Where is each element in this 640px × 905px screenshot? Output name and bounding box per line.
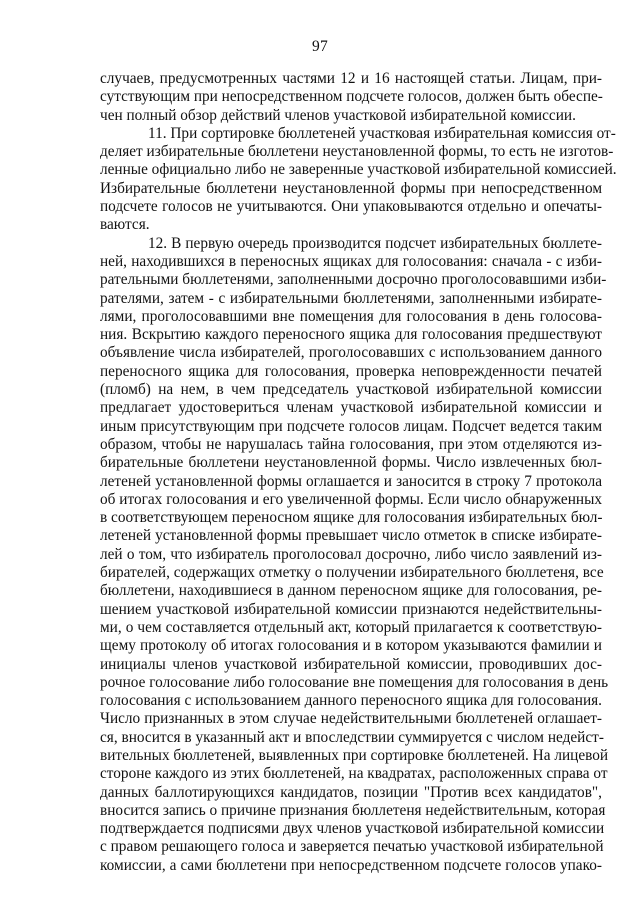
text-line: иным присутствующим при подсчете голосов лицам. Подсчет ведется таким <box>100 417 602 435</box>
text-line: переносного ящика для голосования, проверка неповрежденности печатей <box>100 362 602 380</box>
text-line: ваются. <box>100 216 150 234</box>
text-line: лями, проголосовавшими вне помещения для голосования в день голосова- <box>100 307 602 325</box>
text-line: данных баллотирующихся кандидатов, позиции "Против всех кандидатов", <box>100 783 602 801</box>
text-line: вносится запись о причине признания бюллетеня недействительным, которая <box>100 801 606 819</box>
paragraph <box>100 124 617 235</box>
text-line: щему протоколу об итогах голосования и в котором указываются фамилии и <box>100 637 602 655</box>
text-line: вительных бюллетеней, выявленных при сортировке бюллетеней. На лицевой <box>100 746 609 764</box>
text-line: лей о том, что избиратель проголосовал досрочно, либо число заявлений из- <box>100 545 602 563</box>
text-line: ния. Вскрытию каждого переносного ящика для голосования предшествуют <box>100 326 602 344</box>
text-line: Число признанных в этом случае недействительными бюллетеней оглашает- <box>100 710 602 728</box>
text-line: с правом решающего голоса и заверяется печатью участковой избирательной <box>100 838 604 856</box>
page-number: 97 <box>311 38 329 55</box>
text-line: Избирательные бюллетени неустановленной формы при непосредственном <box>100 179 602 197</box>
text-line: в соответствующем переносном ящике для голосования избирательных бюл- <box>100 509 603 527</box>
text-line: чен полный обзор действий членов участковой избирательной комиссии. <box>100 106 576 124</box>
text-line: комиссии, а сами бюллетени при непосредственном подсчете голосов упако- <box>100 856 602 874</box>
text-line: ся, вносится в указанный акт и впоследствии суммируется с числом недейст- <box>100 728 604 746</box>
text-line: (пломб) на нем, в чем председатель участковой избирательной комиссии <box>100 381 602 399</box>
text-line: сутствующим при непосредственном подсчете голосов, должен быть обеспе- <box>100 88 603 106</box>
text-line: об итогах голосования и его увеличенной формы. Если число обнаруженных <box>100 490 602 508</box>
text-line: объявление числа избирателей, проголосовавших с использованием данного <box>100 344 602 362</box>
text-line: стороне каждого из этих бюллетеней, на квадратах, расположенных справа от <box>100 765 608 783</box>
text-line: подсчете голосов не учитываются. Они упаковываются отдельно и опечаты- <box>100 198 602 216</box>
text-line: рочное голосование либо голосование вне помещения для голосования в день <box>100 673 609 691</box>
text-line: бирателей, содержащих отметку о получении избирательного бюллетеня, все <box>100 564 604 582</box>
text-line: случаев, предусмотренных частями 12 и 16 настоящей статьи. Лицам, при- <box>100 70 602 87</box>
text-line: бирательные бюллетени неустановленной формы. Число извлеченных бюл- <box>100 454 602 472</box>
text-line: ленные официально либо не заверенные участковой избирательной комиссией. <box>100 161 617 179</box>
text-line: деляет избирательные бюллетени неустановленной формы, то есть не изготов- <box>100 143 614 161</box>
text-line: ней, находившихся в переносных ящиках для голосования: сначала - с изби- <box>100 252 602 270</box>
text-line: 12. В первую очередь производится подсчет избирательных бюллете- <box>148 234 602 252</box>
text-line: образом, чтобы не нарушалась тайна голосования, при этом отделяются из- <box>100 435 602 453</box>
paragraph <box>100 234 609 875</box>
text-line: летеней установленной формы превышает число отметок в списке избирате- <box>100 527 602 545</box>
text-line: бюллетени, находившиеся в данном переносном ящике для голосования, ре- <box>100 582 602 600</box>
text-line: шением участковой избирательной комиссии признаются недействительны- <box>100 600 602 618</box>
text-line: рательными бюллетенями, заполненными досрочно проголосовавшими изби- <box>100 271 607 289</box>
text-line: предлагает удостовериться членам участковой избирательной комиссии и <box>100 399 602 417</box>
text-line: голосования с использованием данного переносного ящика для голосования. <box>100 692 602 710</box>
text-line: рателями, затем - с избирательными бюллетенями, заполненными избирате- <box>100 289 602 307</box>
paragraph <box>100 70 602 125</box>
text-line: летеней установленной формы оглашается и заносится в строку 7 протокола <box>100 472 602 490</box>
text-line: инициалы членов участковой избирательной комиссии, проводивших дос- <box>100 655 602 673</box>
document-body <box>100 70 617 875</box>
text-line: подтверждается подписями двух членов участковой избирательной комиссии <box>100 820 605 838</box>
text-line: ми, о чем составляется отдельный акт, который прилагается к соответствую- <box>100 618 602 636</box>
text-line: 11. При сортировке бюллетеней участковая избирательная комиссия от- <box>148 124 616 142</box>
